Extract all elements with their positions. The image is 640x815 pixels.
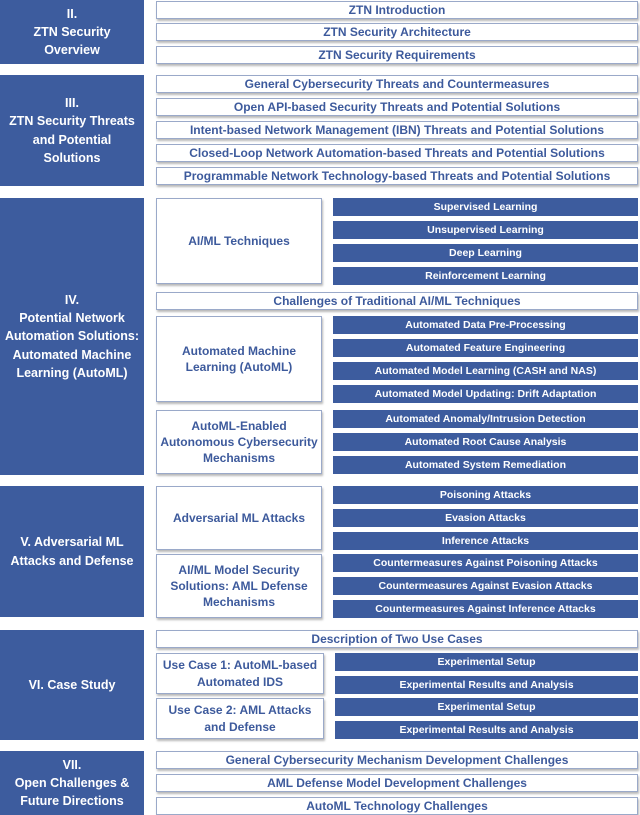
section-vi-header: VI. Case Study [0,630,144,740]
aiml-techniques-box: AI/ML Techniques [156,198,322,284]
countermeasures-poisoning-box: Countermeasures Against Poisoning Attacks [333,554,638,572]
automated-data-preprocessing-box: Automated Data Pre-Processing [333,316,638,334]
aml-defense-mechanisms-box: AI/ML Model Security Solutions: AML Defense Mechanisms [156,554,322,618]
closed-loop-threats-box: Closed-Loop Network Automation-based Threats and Potential Solutions [156,144,638,162]
poisoning-attacks-box: Poisoning Attacks [333,486,638,504]
uc1-experimental-setup-box: Experimental Setup [335,653,638,671]
aml-defense-challenges-box: AML Defense Model Development Challenges [156,774,638,792]
uc2-experimental-setup-box: Experimental Setup [335,698,638,716]
section-iii-header: III. ZTN Security Threats and Potential Solutions [0,75,144,186]
evasion-attacks-box: Evasion Attacks [333,509,638,527]
automated-model-updating-box: Automated Model Updating: Drift Adaptation [333,385,638,403]
automated-feature-engineering-box: Automated Feature Engineering [333,339,638,357]
section-v-header: V. Adversarial ML Attacks and Defense [0,486,144,617]
anomaly-intrusion-detection-box: Automated Anomaly/Intrusion Detection [333,410,638,428]
supervised-learning-box: Supervised Learning [333,198,638,216]
inference-attacks-box: Inference Attacks [333,532,638,550]
use-case-1-box: Use Case 1: AutoML-based Automated IDS [156,653,324,694]
automl-technology-challenges-box: AutoML Technology Challenges [156,797,638,815]
unsupervised-learning-box: Unsupervised Learning [333,221,638,239]
automl-box: Automated Machine Learning (AutoML) [156,316,322,402]
automl-enabled-mechanisms-box: AutoML-Enabled Autonomous Cybersecurity Mechanisms [156,410,322,474]
use-case-2-box: Use Case 2: AML Attacks and Defense [156,698,324,739]
traditional-aiml-challenges-box: Challenges of Traditional AI/ML Techniques [156,292,638,310]
programmable-network-threats-box: Programmable Network Technology-based Threats and Potential Solutions [156,167,638,185]
reinforcement-learning-box: Reinforcement Learning [333,267,638,285]
section-ii-header: II. ZTN Security Overview [0,0,144,64]
deep-learning-box: Deep Learning [333,244,638,262]
section-iv-header: IV. Potential Network Automation Solutions: Automated Machine Learning (AutoML) [0,198,144,475]
ztn-security-architecture-box: ZTN Security Architecture [156,23,638,41]
uc1-experimental-results-box: Experimental Results and Analysis [335,676,638,694]
ztn-introduction-box: ZTN Introduction [156,1,638,19]
countermeasures-evasion-box: Countermeasures Against Evasion Attacks [333,577,638,595]
general-threats-box: General Cybersecurity Threats and Countermeasures [156,75,638,93]
automated-model-learning-box: Automated Model Learning (CASH and NAS) [333,362,638,380]
ibn-threats-box: Intent-based Network Management (IBN) Threats and Potential Solutions [156,121,638,139]
open-api-threats-box: Open API-based Security Threats and Potential Solutions [156,98,638,116]
cybersecurity-mechanism-challenges-box: General Cybersecurity Mechanism Development Challenges [156,751,638,769]
section-vii-header: VII. Open Challenges & Future Directions [0,751,144,815]
uc2-experimental-results-box: Experimental Results and Analysis [335,721,638,739]
root-cause-analysis-box: Automated Root Cause Analysis [333,433,638,451]
ztn-security-requirements-box: ZTN Security Requirements [156,46,638,64]
countermeasures-inference-box: Countermeasures Against Inference Attacks [333,600,638,618]
use-cases-description-box: Description of Two Use Cases [156,630,638,648]
adversarial-ml-attacks-box: Adversarial ML Attacks [156,486,322,550]
system-remediation-box: Automated System Remediation [333,456,638,474]
